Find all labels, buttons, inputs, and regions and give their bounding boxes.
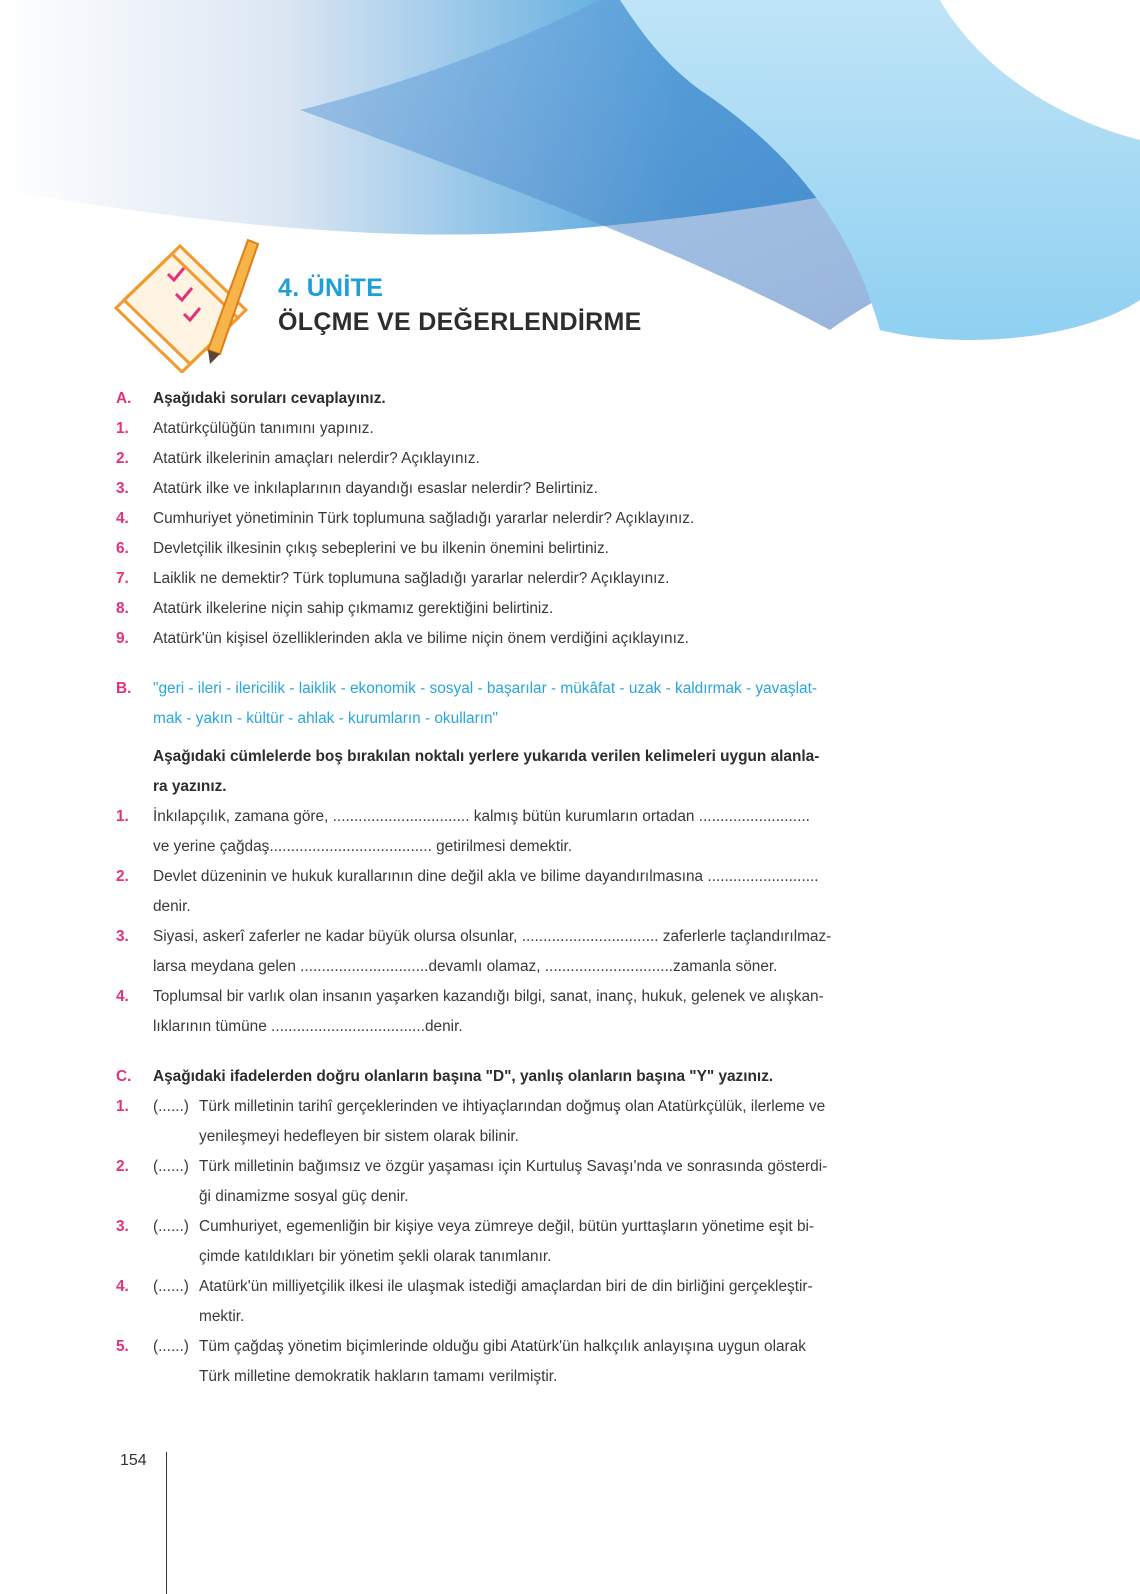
item-line: İnkılapçılık, zamana göre, ................................ kalmış bütün kurumların ortadan .......................... [153,808,810,825]
worksheet-content [116,384,1016,1392]
fill-blank-item [116,982,1016,1042]
question-text: Atatürk ilke ve inkılaplarının dayandığı esaslar nelerdir? Belirtiniz. [153,480,598,497]
item-line: yenileşmeyi hedefleyen bir sistem olarak bilinir. [199,1128,519,1145]
section-title: Aşağıdaki soruları cevaplayınız. [153,390,386,407]
item-number: 6. [116,540,129,557]
item-number: 1. [116,1098,129,1115]
true-false-item [116,1272,1016,1332]
item-line: Türk milletine demokratik hakların tamamı verilmiştir. [199,1368,558,1385]
item-line: ği dinamizme sosyal güç denir. [199,1188,409,1205]
item-number: 2. [116,450,129,467]
fill-blank-item [116,802,1016,862]
question-item [116,594,1016,624]
answer-blank: (......) [153,1278,189,1295]
instruction-line: ra yazınız. [153,778,227,795]
true-false-item [116,1152,1016,1212]
section-label: C. [116,1068,132,1085]
question-text: Devletçilik ilkesinin çıkış sebeplerini ve bu ilkenin önemini belirtiniz. [153,540,609,557]
item-line: ve yerine çağdaş...................................... getirilmesi demektir. [153,838,573,855]
word-bank-line: "geri - ileri - ilericilik - laiklik - ekonomik - sosyal - başarılar - mükâfat - uzak - kaldırmak - yavaşlat- [153,680,817,697]
item-number: 2. [116,1158,129,1175]
item-line: denir. [153,898,191,915]
item-number: 9. [116,630,129,647]
question-item [116,564,1016,594]
item-number: 8. [116,600,129,617]
section-b-word-bank [116,674,1016,734]
question-text: Atatürkçülüğün tanımını yapınız. [153,420,374,437]
question-item [116,474,1016,504]
fill-blank-item [116,922,1016,982]
item-line: Toplumsal bir varlık olan insanın yaşarken kazandığı bilgi, sanat, inanç, hukuk, gelenek ve alışkan- [153,988,824,1005]
section-label: B. [116,680,132,697]
answer-blank: (......) [153,1218,189,1235]
unit-title: ÖLÇME VE DEĞERLENDİRME [278,308,642,336]
item-number: 3. [116,928,129,945]
true-false-item [116,1332,1016,1392]
question-item [116,624,1016,654]
fill-blank-item [116,862,1016,922]
item-number: 2. [116,868,129,885]
item-line: Türk milletinin bağımsız ve özgür yaşaması için Kurtuluş Savaşı'nda ve sonrasında gösterdi- [199,1158,828,1175]
item-line: Tüm çağdaş yönetim biçimlerinde olduğu gibi Atatürk'ün halkçılık anlayışına uygun olarak [199,1338,806,1355]
checklist-pencil-icon [112,238,272,373]
answer-blank: (......) [153,1098,189,1115]
true-false-item [116,1092,1016,1152]
item-line: mektir. [199,1308,245,1325]
question-text: Cumhuriyet yönetiminin Türk toplumuna sağladığı yararlar nelerdir? Açıklayınız. [153,510,695,527]
question-item [116,414,1016,444]
instruction-line: Aşağıdaki cümlelerde boş bırakılan noktalı yerlere yukarıda verilen kelimeleri uygun alanla- [153,748,820,765]
question-item [116,444,1016,474]
item-number: 3. [116,1218,129,1235]
item-number: 7. [116,570,129,587]
section-label: A. [116,390,132,407]
item-line: Siyasi, askerî zaferler ne kadar büyük olursa olsunlar, ................................ zaferlerle taçlandırılmaz- [153,928,832,945]
true-false-item [116,1212,1016,1272]
word-bank-line: mak - yakın - kültür - ahlak - kurumların - okulların" [153,710,499,727]
item-line: çimde katıldıkları bir yönetim şekli olarak tanımlanır. [199,1248,552,1265]
item-line: Atatürk'ün milliyetçilik ilkesi ile ulaşmak istediği amaçlardan biri de din birliğini gerçekleştir- [199,1278,813,1295]
question-text: Laiklik ne demektir? Türk toplumuna sağladığı yararlar nelerdir? Açıklayınız. [153,570,670,587]
item-number: 1. [116,420,129,437]
answer-blank: (......) [153,1158,189,1175]
item-number: 4. [116,510,129,527]
item-number: 1. [116,808,129,825]
question-text: Atatürk ilkelerinin amaçları nelerdir? Açıklayınız. [153,450,480,467]
item-number: 4. [116,988,129,1005]
question-text: Atatürk'ün kişisel özelliklerinden akla ve bilime niçin önem verdiğini açıklayınız. [153,630,689,647]
footer-divider [166,1452,167,1594]
unit-number: 4. ÜNİTE [278,274,384,302]
section-c-heading [116,1062,1016,1092]
item-number: 3. [116,480,129,497]
question-item [116,504,1016,534]
item-line: Devlet düzeninin ve hukuk kurallarının dine değil akla ve bilime dayandırılmasına .......................... [153,868,819,885]
question-text: Atatürk ilkelerine niçin sahip çıkmamız gerektiğini belirtiniz. [153,600,554,617]
section-title: Aşağıdaki ifadelerden doğru olanların başına "D", yanlış olanların başına "Y" yazınız. [153,1068,774,1085]
item-number: 4. [116,1278,129,1295]
item-line: Cumhuriyet, egemenliğin bir kişiye veya zümreye değil, bütün yurttaşların yönetime eşit bi- [199,1218,815,1235]
section-b-instruction [116,742,1016,802]
item-number: 5. [116,1338,129,1355]
item-line: Türk milletinin tarihî gerçeklerinden ve ihtiyaçlarından doğmuş olan Atatürkçülük, ilerleme ve [199,1098,826,1115]
item-line: lıklarının tümüne ....................................denir. [153,1018,463,1035]
page-number: 154 [120,1452,147,1469]
answer-blank: (......) [153,1338,189,1355]
item-line: larsa meydana gelen ..............................devamlı olamaz, ..............................zamanla söner. [153,958,778,975]
unit-header [112,238,712,368]
section-a-heading [116,384,1016,414]
question-item [116,534,1016,564]
